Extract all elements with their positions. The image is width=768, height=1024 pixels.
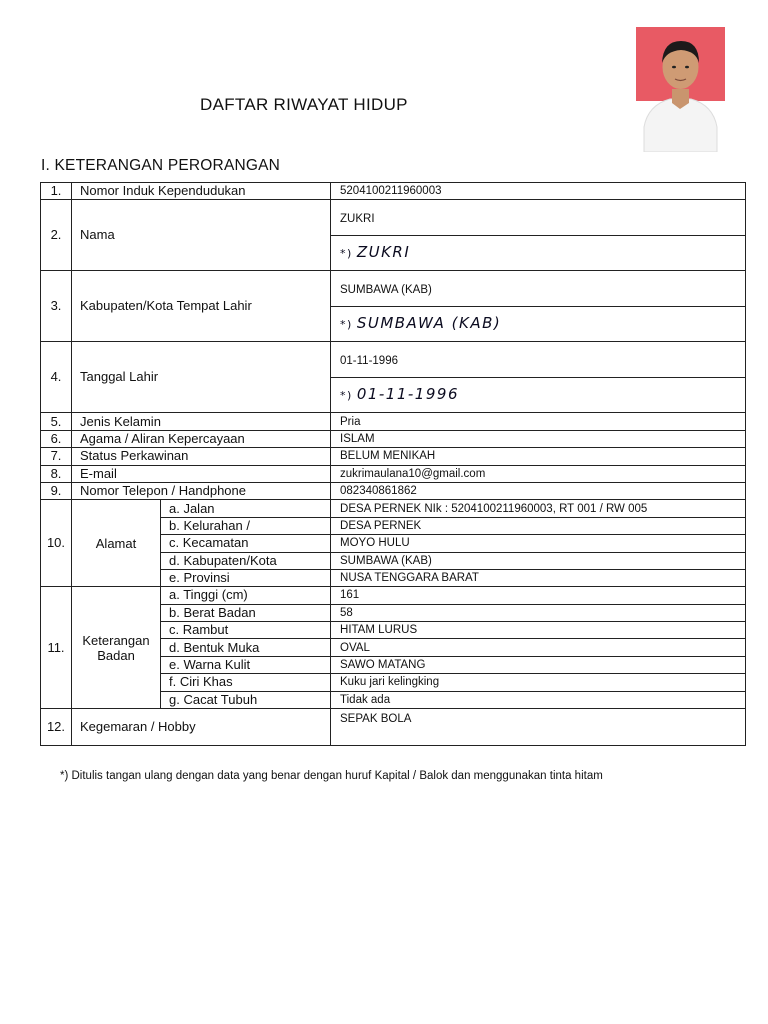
row-number: 1. [41, 183, 72, 200]
row-number: 2. [41, 200, 72, 271]
handwritten-value [331, 378, 746, 413]
row-number: 3. [41, 271, 72, 342]
table-row [41, 183, 746, 200]
field-value: Pria [331, 413, 746, 430]
table-row [41, 709, 746, 746]
row-number: 9. [41, 482, 72, 499]
field-value: DESA PERNEK [331, 517, 746, 534]
group-label-line: Keterangan [82, 632, 150, 648]
handwriting-marker: *) [340, 318, 353, 332]
field-value: DESA PERNEK NIk : 5204100211960003, RT 001 / RW 005 [331, 500, 746, 517]
footnote: *) Ditulis tangan ulang dengan data yang benar dengan huruf Kapital / Balok dan menggunakan tinta hitam [60, 770, 603, 782]
sub-label: b. Kelurahan / [161, 517, 331, 534]
handwritten-text: 01-11-1996 [356, 385, 459, 404]
handwriting-marker: *) [340, 247, 353, 261]
field-label: Agama / Aliran Kepercayaan [72, 430, 331, 447]
handwritten-value [331, 236, 746, 271]
field-value: HITAM LURUS [331, 622, 746, 639]
sub-label: e. Provinsi [161, 569, 331, 586]
table-row [41, 200, 746, 236]
table-row [41, 465, 746, 482]
row-number: 5. [41, 413, 72, 430]
handwritten-value [331, 307, 746, 342]
field-value: 5204100211960003 [331, 183, 746, 200]
table-row [41, 430, 746, 447]
field-value: OVAL [331, 639, 746, 656]
field-label: Status Perkawinan [72, 448, 331, 465]
field-value: 58 [331, 604, 746, 621]
group-label-line: Badan [97, 647, 135, 663]
group-label [72, 587, 161, 709]
table-row [41, 500, 746, 517]
handwriting-marker: *) [340, 389, 353, 403]
field-label: Jenis Kelamin [72, 413, 331, 430]
field-value: MOYO HULU [331, 535, 746, 552]
sub-label: e. Warna Kulit [161, 656, 331, 673]
field-value: Tidak ada [331, 691, 746, 708]
row-number: 10. [41, 500, 72, 587]
group-label: Alamat [72, 500, 161, 587]
field-value: SAWO MATANG [331, 656, 746, 673]
sub-label: d. Kabupaten/Kota [161, 552, 331, 569]
field-label: Nomor Induk Kependudukan [72, 183, 331, 200]
sub-label: a. Jalan [161, 500, 331, 517]
row-number: 4. [41, 342, 72, 413]
field-label: Tanggal Lahir [72, 342, 331, 413]
field-value: ZUKRI [331, 200, 746, 236]
sub-label: f. Ciri Khas [161, 674, 331, 691]
field-value: SUMBAWA (KAB) [331, 552, 746, 569]
sub-label: d. Bentuk Muka [161, 639, 331, 656]
document-title: DAFTAR RIWAYAT HIDUP [200, 95, 408, 114]
section-heading: I. KETERANGAN PERORANGAN [41, 157, 281, 174]
field-value: BELUM MENIKAH [331, 448, 746, 465]
table-row [41, 271, 746, 307]
row-number: 8. [41, 465, 72, 482]
row-number: 12. [41, 709, 72, 746]
profile-photo [636, 27, 725, 152]
field-value: ISLAM [331, 430, 746, 447]
personal-info-table [40, 182, 746, 746]
field-value: zukrimaulana10@gmail.com [331, 465, 746, 482]
field-label: Nomor Telepon / Handphone [72, 482, 331, 499]
field-label: Nama [72, 200, 331, 271]
table-row [41, 413, 746, 430]
field-value: 01-11-1996 [331, 342, 746, 378]
row-number: 7. [41, 448, 72, 465]
handwritten-text: ZUKRI [356, 243, 411, 262]
sub-label: g. Cacat Tubuh [161, 691, 331, 708]
field-value: SUMBAWA (KAB) [331, 271, 746, 307]
sub-label: c. Rambut [161, 622, 331, 639]
sub-label: a. Tinggi (cm) [161, 587, 331, 604]
field-value: 082340861862 [331, 482, 746, 499]
sub-label: b. Berat Badan [161, 604, 331, 621]
field-label: E-mail [72, 465, 331, 482]
field-label: Kegemaran / Hobby [72, 709, 331, 746]
table-row [41, 448, 746, 465]
field-value: NUSA TENGGARA BARAT [331, 569, 746, 586]
row-number: 11. [41, 587, 72, 709]
sub-label: c. Kecamatan [161, 535, 331, 552]
field-label: Kabupaten/Kota Tempat Lahir [72, 271, 331, 342]
table-row [41, 342, 746, 378]
field-value: 161 [331, 587, 746, 604]
field-value: Kuku jari kelingking [331, 674, 746, 691]
row-number: 6. [41, 430, 72, 447]
table-row [41, 482, 746, 499]
field-value: SEPAK BOLA [331, 709, 746, 746]
person-silhouette-icon [636, 27, 725, 152]
table-row [41, 587, 746, 604]
handwritten-text: SUMBAWA (KAB) [356, 314, 502, 333]
